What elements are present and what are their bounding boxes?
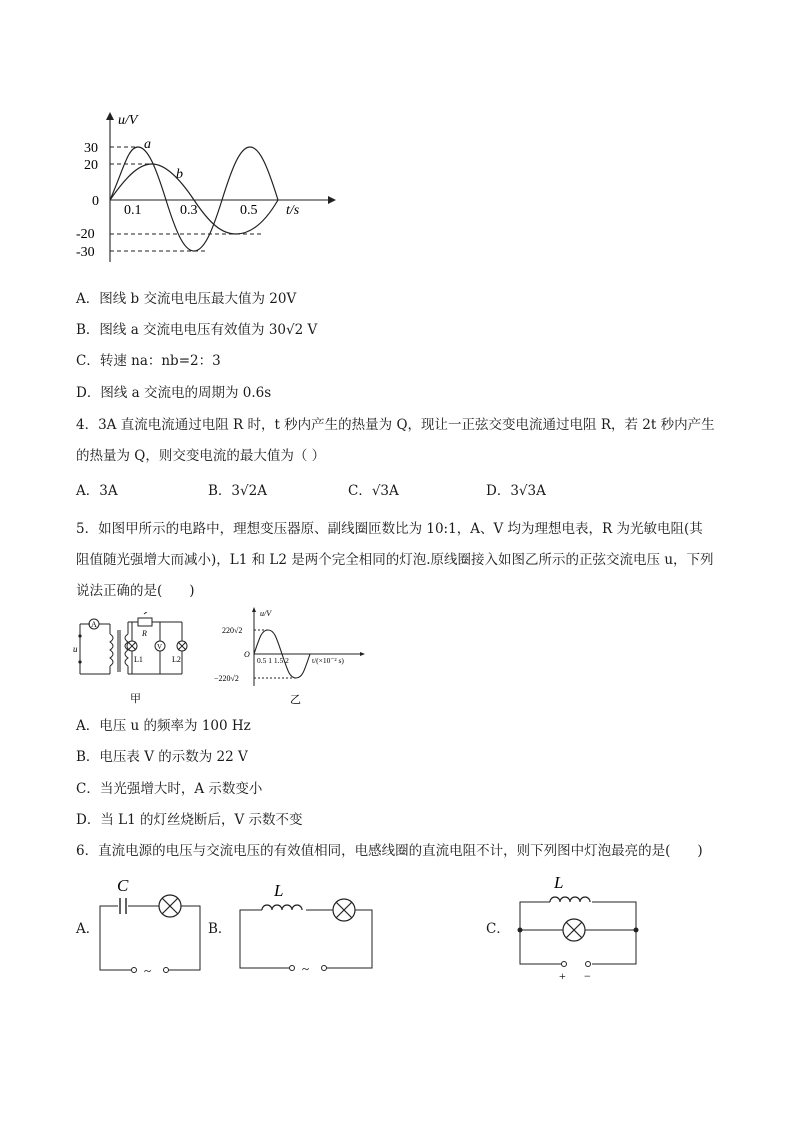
fig-yi-origin: O <box>244 650 250 659</box>
fig-jia-l2-label: L2 <box>172 655 181 664</box>
ytick-neg30: -30 <box>76 245 95 260</box>
q6-option-a-label[interactable]: A． <box>76 921 100 937</box>
fig-yi-xticks: 0.5 1 1.5 2 <box>257 656 289 665</box>
graph-xlabel: t/s <box>286 203 300 218</box>
q6-circuit-b[interactable] <box>236 880 376 980</box>
q3-option-d[interactable]: D．图线 a 交流电的周期为 0.6s <box>76 385 272 401</box>
q3-option-c[interactable]: C．转速 na：nb=2：3 <box>76 353 221 369</box>
q3-option-b[interactable]: B．图线 a 交流电电压有效值为 30√2 V <box>76 322 318 338</box>
q5-option-b[interactable]: B．电压表 V 的示数为 22 V <box>76 749 248 765</box>
fig-jia-voltmeter-label: V <box>157 643 163 651</box>
xtick-0.5: 0.5 <box>240 203 258 218</box>
xtick-0.3: 0.3 <box>180 203 198 218</box>
q6-option-c-label[interactable]: C． <box>486 921 510 937</box>
fig-jia-l1-label: L1 <box>134 655 143 664</box>
u-t-graph-ab <box>76 110 346 270</box>
fig-yi-caption: 乙 <box>290 694 301 706</box>
q6-c-plus: + <box>559 969 566 982</box>
figure-yi-graph <box>210 606 370 706</box>
ytick-0: 0 <box>92 194 99 209</box>
fig-yi-ymax: 220√2 <box>222 626 243 635</box>
q6-a-capacitor-label: C <box>117 876 129 895</box>
fig-jia-r-label: R <box>142 629 147 638</box>
q4-option-c[interactable]: C．√3A <box>348 483 399 499</box>
q5-option-d[interactable]: D．当 L1 的灯丝烧断后，V 示数不变 <box>76 812 303 828</box>
q6-b-ac-symbol: ~ <box>302 961 310 976</box>
q6-c-inductor-label: L <box>554 873 564 892</box>
q4-option-a[interactable]: A．3A <box>76 483 118 499</box>
q3-option-a[interactable]: A．图线 b 交流电电压最大值为 20V <box>76 291 297 307</box>
q6-circuit-c[interactable] <box>514 872 644 982</box>
q6-b-inductor-label: L <box>274 881 284 900</box>
q6-option-b-label[interactable]: B． <box>208 921 232 937</box>
ytick-20: 20 <box>84 158 98 173</box>
q4-stem-line1: 4．3A 直流电流通过电阻 R 时，t 秒内产生的热量为 Q，现让一正弦交变电流通过电阻 R，若 2t 秒内产生 <box>76 417 715 433</box>
q4-stem-line2: 的热量为 Q，则交变电流的最大值为（ ） <box>76 448 326 464</box>
q5-option-a[interactable]: A．电压 u 的频率为 100 Hz <box>76 718 251 734</box>
q6-c-minus: − <box>584 969 591 982</box>
q5-stem-line1: 5．如图甲所示的电路中，理想变压器原、副线圈匝数比为 10:1，A、V 均为理想电表，R 为光敏电阻(其 <box>76 521 703 537</box>
figure-jia-circuit <box>72 612 202 708</box>
q5-stem-line2: 阻值随光强增大而减小)，L1 和 L2 是两个完全相同的灯泡.原线圈接入如图乙所示的正弦交流电压 u，下列 <box>76 552 714 568</box>
xtick-0.1: 0.1 <box>124 203 142 218</box>
curve-b-label: b <box>176 167 183 182</box>
q5-stem-line3: 说法正确的是( ) <box>76 583 195 599</box>
q4-option-b[interactable]: B．3√2A <box>208 483 267 499</box>
fig-yi-xlabel: t/(×10⁻² s) <box>312 656 344 665</box>
ytick-neg20: -20 <box>76 227 95 242</box>
fig-jia-u-label: u <box>73 644 78 654</box>
fig-jia-ammeter-label: A <box>91 620 97 629</box>
fig-jia-caption: 甲 <box>130 693 141 705</box>
curve-a-label: a <box>144 137 151 152</box>
q5-option-c[interactable]: C．当光强增大时，A 示数变小 <box>76 781 263 797</box>
ytick-30: 30 <box>84 141 98 156</box>
q6-circuit-a[interactable] <box>96 876 208 980</box>
graph-ylabel: u/V <box>118 113 138 128</box>
q4-option-d[interactable]: D．3√3A <box>486 483 546 499</box>
q6-a-ac-symbol: ~ <box>144 963 152 978</box>
fig-yi-ylabel: u/V <box>260 609 272 618</box>
curve-b-path <box>110 164 278 234</box>
q6-stem-line1: 6．直流电源的电压与交流电压的有效值相同，电感线圈的直流电阻不计，则下列图中灯泡最亮的是( ) <box>76 843 703 859</box>
fig-yi-ymin: −220√2 <box>214 674 239 683</box>
